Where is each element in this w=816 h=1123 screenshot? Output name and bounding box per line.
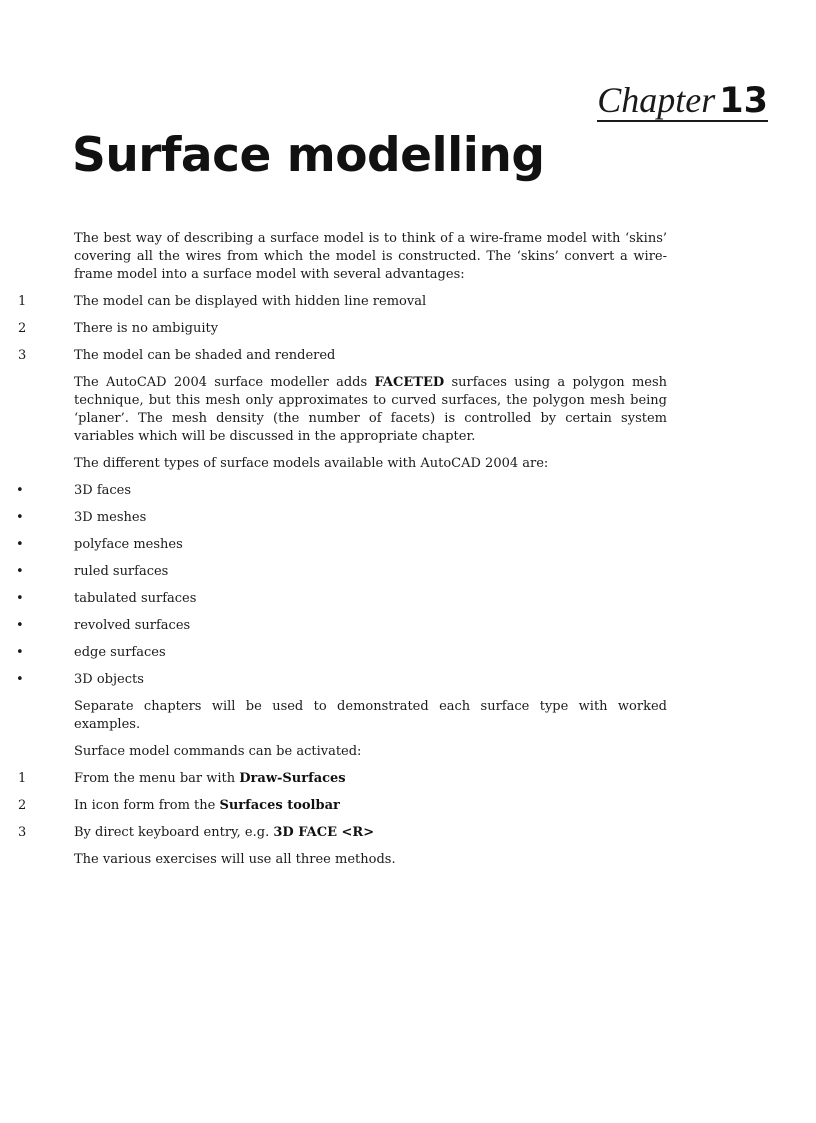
- command-term: 3D FACE <R>: [273, 825, 375, 840]
- list-item: [16, 482, 667, 500]
- list-item: [16, 563, 667, 581]
- chapter-heading: [597, 82, 768, 122]
- list-item: [16, 536, 667, 554]
- modeller-text-before: The AutoCAD 2004 surface modeller adds: [74, 375, 375, 390]
- bullet-icon: •: [16, 618, 24, 633]
- list-number: 2: [18, 798, 27, 813]
- intro-paragraph: The best way of describing a surface model is to think of a wire-frame model with ‘skins’ covering all the wires from which the model is constructed. The ‘skins’ convert a wire-frame model into a surface model with several advantages:: [74, 231, 667, 282]
- list-item: [16, 671, 667, 689]
- chapter-number: 13: [719, 81, 768, 121]
- types-intro: The different types of surface models available with AutoCAD 2004 are:: [74, 456, 549, 471]
- list-item-text: The model can be displayed with hidden line removal: [74, 294, 427, 309]
- chapter-body: [16, 230, 668, 878]
- bullet-icon: •: [16, 672, 24, 687]
- list-item-text: There is no ambiguity: [74, 321, 219, 336]
- list-item: [18, 347, 667, 365]
- bullet-icon: •: [16, 537, 24, 552]
- bullet-icon: •: [16, 591, 24, 606]
- bullet-icon: •: [16, 564, 24, 579]
- list-item-text: polyface meshes: [74, 537, 183, 552]
- bullet-icon: •: [16, 645, 24, 660]
- list-number: 2: [18, 321, 27, 336]
- modeller-paragraph: [74, 374, 667, 446]
- surface-types-list: [16, 482, 667, 689]
- list-item: [18, 293, 667, 311]
- list-number: 1: [18, 771, 27, 786]
- separate-chapters-note: Separate chapters will be used to demonstrated each surface type with worked examples.: [74, 699, 667, 732]
- list-item: [16, 617, 667, 635]
- list-item-text: ruled surfaces: [74, 564, 169, 579]
- command-term: Draw-Surfaces: [239, 771, 346, 786]
- list-item: [18, 797, 667, 815]
- list-item: [18, 770, 667, 788]
- list-item-text: revolved surfaces: [74, 618, 191, 633]
- list-item-text: 3D faces: [74, 483, 132, 498]
- command-term: Surfaces toolbar: [219, 798, 340, 813]
- list-number: 3: [18, 348, 27, 363]
- list-number: 3: [18, 825, 27, 840]
- list-number: 1: [18, 294, 27, 309]
- methods-list: [18, 770, 667, 842]
- list-item-text: tabulated surfaces: [74, 591, 197, 606]
- closing-paragraph: The various exercises will use all three methods.: [74, 852, 396, 867]
- list-item: [16, 509, 667, 527]
- list-item-text: edge surfaces: [74, 645, 166, 660]
- chapter-label: Chapter: [597, 80, 716, 120]
- list-item-text: The model can be shaded and rendered: [74, 348, 336, 363]
- list-item-text: In icon form from the: [74, 798, 220, 813]
- list-item: [18, 824, 667, 842]
- list-item: [16, 644, 667, 662]
- list-item-text: By direct keyboard entry, e.g.: [74, 825, 274, 840]
- bullet-icon: •: [16, 510, 24, 525]
- list-item-text: 3D objects: [74, 672, 144, 687]
- list-item: [18, 320, 667, 338]
- list-item-text: 3D meshes: [74, 510, 147, 525]
- list-item-text: From the menu bar with: [74, 771, 240, 786]
- modeller-text-after: surfaces using a polygon mesh technique, but this mesh only approximates to curved surfaces, the polygon mesh being ‘planer’. The mesh density (the number of facets) is controlled by certain system variables which will be discussed in the appropriate chapter.: [74, 375, 668, 444]
- list-item: [16, 590, 667, 608]
- page-title: Surface modelling: [72, 128, 545, 183]
- advantages-list: [18, 293, 667, 365]
- bullet-icon: •: [16, 483, 24, 498]
- activation-intro: Surface model commands can be activated:: [74, 744, 362, 759]
- faceted-term: FACETED: [374, 375, 445, 390]
